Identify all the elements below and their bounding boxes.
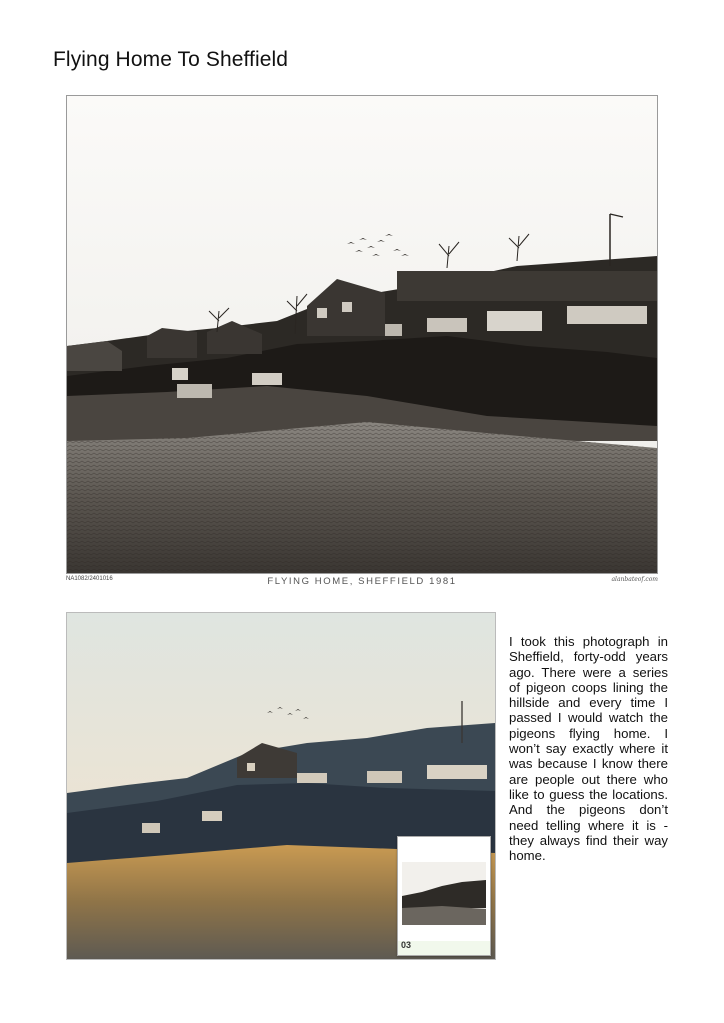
story-paragraph: I took this photograph in Sheffield, forty-odd years ago. There were a series of pigeon coops lining the hillside and every time I passed I would watch the pigeons flying home. I won’t say exactly where it was because I know there are people out there who like to guess the locations. And the pigeons don’t need telling where it is - they always find their way home.: [509, 634, 668, 864]
card-number: 03: [401, 940, 412, 950]
painting-card-thumbnail: [397, 836, 491, 956]
painted-version-image: [66, 612, 496, 960]
sheffield-photograph: [66, 95, 658, 574]
mini-photo-thumbnail: [402, 862, 486, 925]
catalogue-number: NA1082/2401016: [66, 576, 113, 582]
page-title: Flying Home To Sheffield: [53, 48, 289, 71]
card-footer-band: [398, 941, 490, 955]
photo-caption: FLYING HOME, SHEFFIELD 1981: [267, 576, 457, 587]
signature: alanbateof.com: [611, 576, 658, 583]
